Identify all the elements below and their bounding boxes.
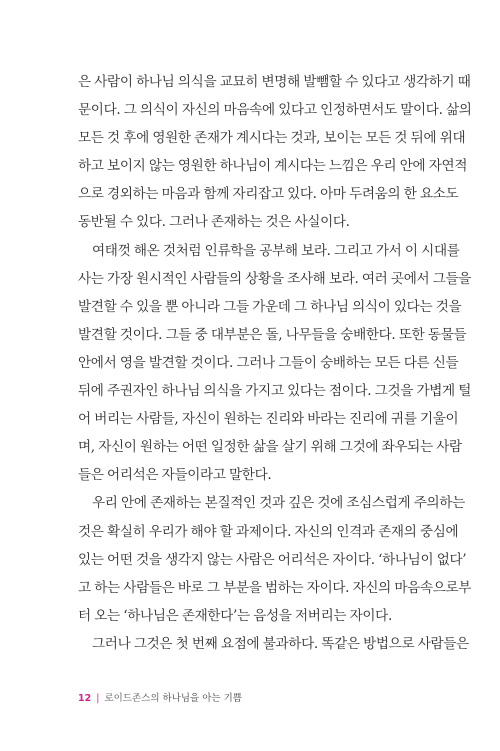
text-line: 들은 어리석은 자들이라고 말한다. <box>78 467 272 484</box>
text-line: 동반될 수 있다. 그러나 존재하는 것은 사실이다. <box>78 214 350 231</box>
text-line: 뒤에 주권자인 하나님 의식을 가지고 있다는 점이다. 그것을 가볍게 털 <box>78 383 472 400</box>
footer-author: 로이드존스의 <box>104 693 160 704</box>
text-line: 은 사람이 하나님 의식을 교묘히 변명해 발뺌할 수 있다고 생각하기 때 <box>78 74 471 90</box>
text-line: 하고 보이지 않는 영원한 하나님이 계시다는 느낌은 우리 안에 자연적 <box>78 158 468 175</box>
text-line: 으로 경외하는 마음과 함께 자리잡고 있다. 아마 두려움의 한 요소도 <box>78 186 459 203</box>
text-line: 사는 가장 원시적인 사람들의 상황을 조사해 보라. 여러 곳에서 그들을 <box>78 270 472 287</box>
text-line: 것은 확실히 우리가 해야 할 과제이다. 자신의 인격과 존재의 중심에 <box>78 523 459 540</box>
text-line: 여태껏 해온 것처럼 인류학을 공부해 보라. 그리고 가서 이 시대를 <box>92 242 460 259</box>
text-line: 모든 것 후에 영원한 존재가 계시다는 것과, 보이는 모든 것 뒤에 위대 <box>78 130 466 147</box>
text-line: 있는 어떤 것을 생각지 않는 사람은 어리석은 자이다. ‘하나님이 없다’ <box>78 551 467 568</box>
text-line: 발견할 수 있을 뿐 아니라 그들 가운데 그 하나님 의식이 있다는 것을 <box>78 298 462 315</box>
text-line: 문이다. 그 의식이 자신의 마음속에 있다고 인정하면서도 말이다. 삶의 <box>78 102 472 119</box>
text-line: 우리 안에 존재하는 본질적인 것과 깊은 것에 조심스럽게 주의하는 <box>92 495 465 512</box>
paragraph <box>78 630 469 658</box>
text-line: 어 버리는 사람들, 자신이 원하는 진리와 바라는 진리에 귀를 기울이 <box>78 411 459 428</box>
page-footer <box>78 690 242 704</box>
page-body <box>78 68 472 658</box>
text-line: 며, 자신이 원하는 어떤 일정한 삶을 살기 위해 그것에 좌우되는 사람 <box>78 439 462 456</box>
footer-separator: | <box>96 693 100 704</box>
page-number: 12 <box>78 693 92 704</box>
text-line: 터 오는 ‘하나님은 존재한다’는 음성을 저버리는 자이다. <box>78 607 392 624</box>
paragraph <box>78 489 472 629</box>
paragraph <box>78 237 472 490</box>
footer-book-title: 하나님을 아는 기쁨 <box>162 693 242 704</box>
text-line: 고 하는 사람들은 바로 그 부분을 범하는 자이다. 자신의 마음속으로부 <box>78 579 472 596</box>
text-line: 안에서 영을 발견할 것이다. 그러나 그들이 숭배하는 모든 다른 신들 <box>78 354 459 371</box>
text-line: 발견할 것이다. 그들 중 대부분은 돌, 나무들을 숭배한다. 또한 동물들 <box>78 326 467 343</box>
text-line: 그러나 그것은 첫 번째 요점에 불과하다. 똑같은 방법으로 사람들은 <box>92 635 469 652</box>
paragraph <box>78 68 472 237</box>
